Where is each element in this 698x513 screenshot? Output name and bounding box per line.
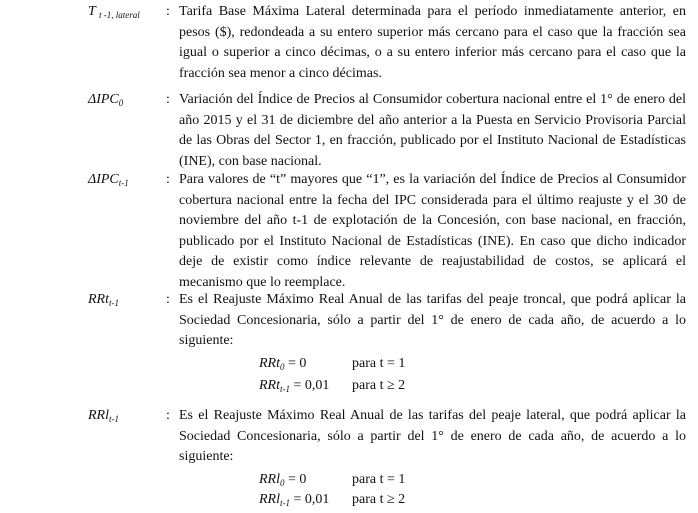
formula-row-rrl-t-1 xyxy=(0,490,698,510)
symbol-subscript: t-1 xyxy=(109,414,119,424)
symbol-subscript: t-1 xyxy=(118,178,129,188)
definition-text: Es el Reajuste Máximo Real Anual de las tarifas del peaje troncal, que podrá aplicar la Sociedad Concesionaria, sólo a partir del 1° de enero de cada año, de acuerdo a lo siguiente: xyxy=(179,292,686,348)
symbol-main: ΔIPC xyxy=(88,92,119,107)
symbol-main: RRt xyxy=(88,292,109,307)
definition-symbol xyxy=(88,406,119,429)
definition-colon: : xyxy=(166,408,170,423)
formula-condition: para t ≥ 2 xyxy=(352,492,406,507)
symbol-subscript: t-1 xyxy=(109,298,119,308)
symbol-main: T xyxy=(88,4,96,19)
formula-row-rrt-0 xyxy=(0,354,698,374)
formula-value: = 0,01 xyxy=(290,492,330,507)
symbol-main: ΔIPC xyxy=(88,172,119,187)
formula-subscript: 0 xyxy=(280,362,285,372)
definition-symbol xyxy=(88,2,140,25)
formula-condition: para t = 1 xyxy=(352,472,406,487)
definition-symbol xyxy=(88,170,129,193)
definition-colon: : xyxy=(166,172,170,187)
formula-value: = 0 xyxy=(284,356,307,371)
formula-row-rrl-0 xyxy=(0,470,698,490)
formula-variable: RRt xyxy=(259,378,280,393)
formula-subscript: t-1 xyxy=(280,384,290,394)
formula-expression xyxy=(259,354,306,377)
formula-variable: RRt xyxy=(259,356,280,371)
symbol-subscript: t -1, lateral xyxy=(99,10,140,20)
formula-expression xyxy=(259,490,329,513)
definition-symbol xyxy=(88,290,119,313)
formula-variable: RRl xyxy=(259,492,280,507)
formula-value: = 0 xyxy=(284,472,307,487)
symbol-subscript: 0 xyxy=(118,98,124,108)
definition-colon: : xyxy=(166,4,170,19)
definition-colon: : xyxy=(166,292,170,307)
formula-condition: para t = 1 xyxy=(352,356,406,371)
definition-text: Variación del Índice de Precios al Consumidor cobertura nacional entre el 1° de enero del año 2015 y el 31 de diciembre del año anterior a la Puesta en Servicio Provisoria Parcial de las Obras del Sector 1, en fracción, publicado por el Instituto Nacional de Estadísticas (INE), con base nacional. xyxy=(179,92,686,169)
formula-condition: para t ≥ 2 xyxy=(352,378,406,393)
formula-expression xyxy=(259,376,329,399)
formula-row-rrt-t-1 xyxy=(0,376,698,396)
definition-text: Tarifa Base Máxima Lateral determinada para el período inmediatamente anterior, en pesos ($), redondeada a su entero superior más cercano para el caso que la fracción sea igual o superior a cinco décimas, o a su entero inferior más cercano para el caso que la fracción sea menor a cinco décimas. xyxy=(179,4,686,81)
formula-subscript: 0 xyxy=(280,478,285,488)
symbol-main: RRl xyxy=(88,408,109,423)
formula-value: = 0,01 xyxy=(290,378,330,393)
formula-subscript: t-1 xyxy=(280,498,290,508)
definition-symbol xyxy=(88,90,123,113)
definition-colon: : xyxy=(166,92,170,107)
definition-text: Para valores de “t” mayores que “1”, es la variación del Índice de Precios al Consumidor cobertura nacional entre la fecha del IPC considerada para el último reajuste y el 30 de noviembre del año t-1 de explotación de la Concesión, con base nacional, en fracción, publicado por el Instituto Nacional de Estadísticas (INE). En caso que dicho indicador deje de existir como índice relevante de reajustabilidad de costos, se aplicará el mecanismo que lo reemplace. xyxy=(179,172,686,290)
definition-text: Es el Reajuste Máximo Real Anual de las tarifas del peaje lateral, que podrá aplicar la Sociedad Concesionaria, sólo a partir del 1° de enero de cada año, de acuerdo a lo siguiente: xyxy=(179,408,686,464)
formula-variable: RRl xyxy=(259,472,280,487)
